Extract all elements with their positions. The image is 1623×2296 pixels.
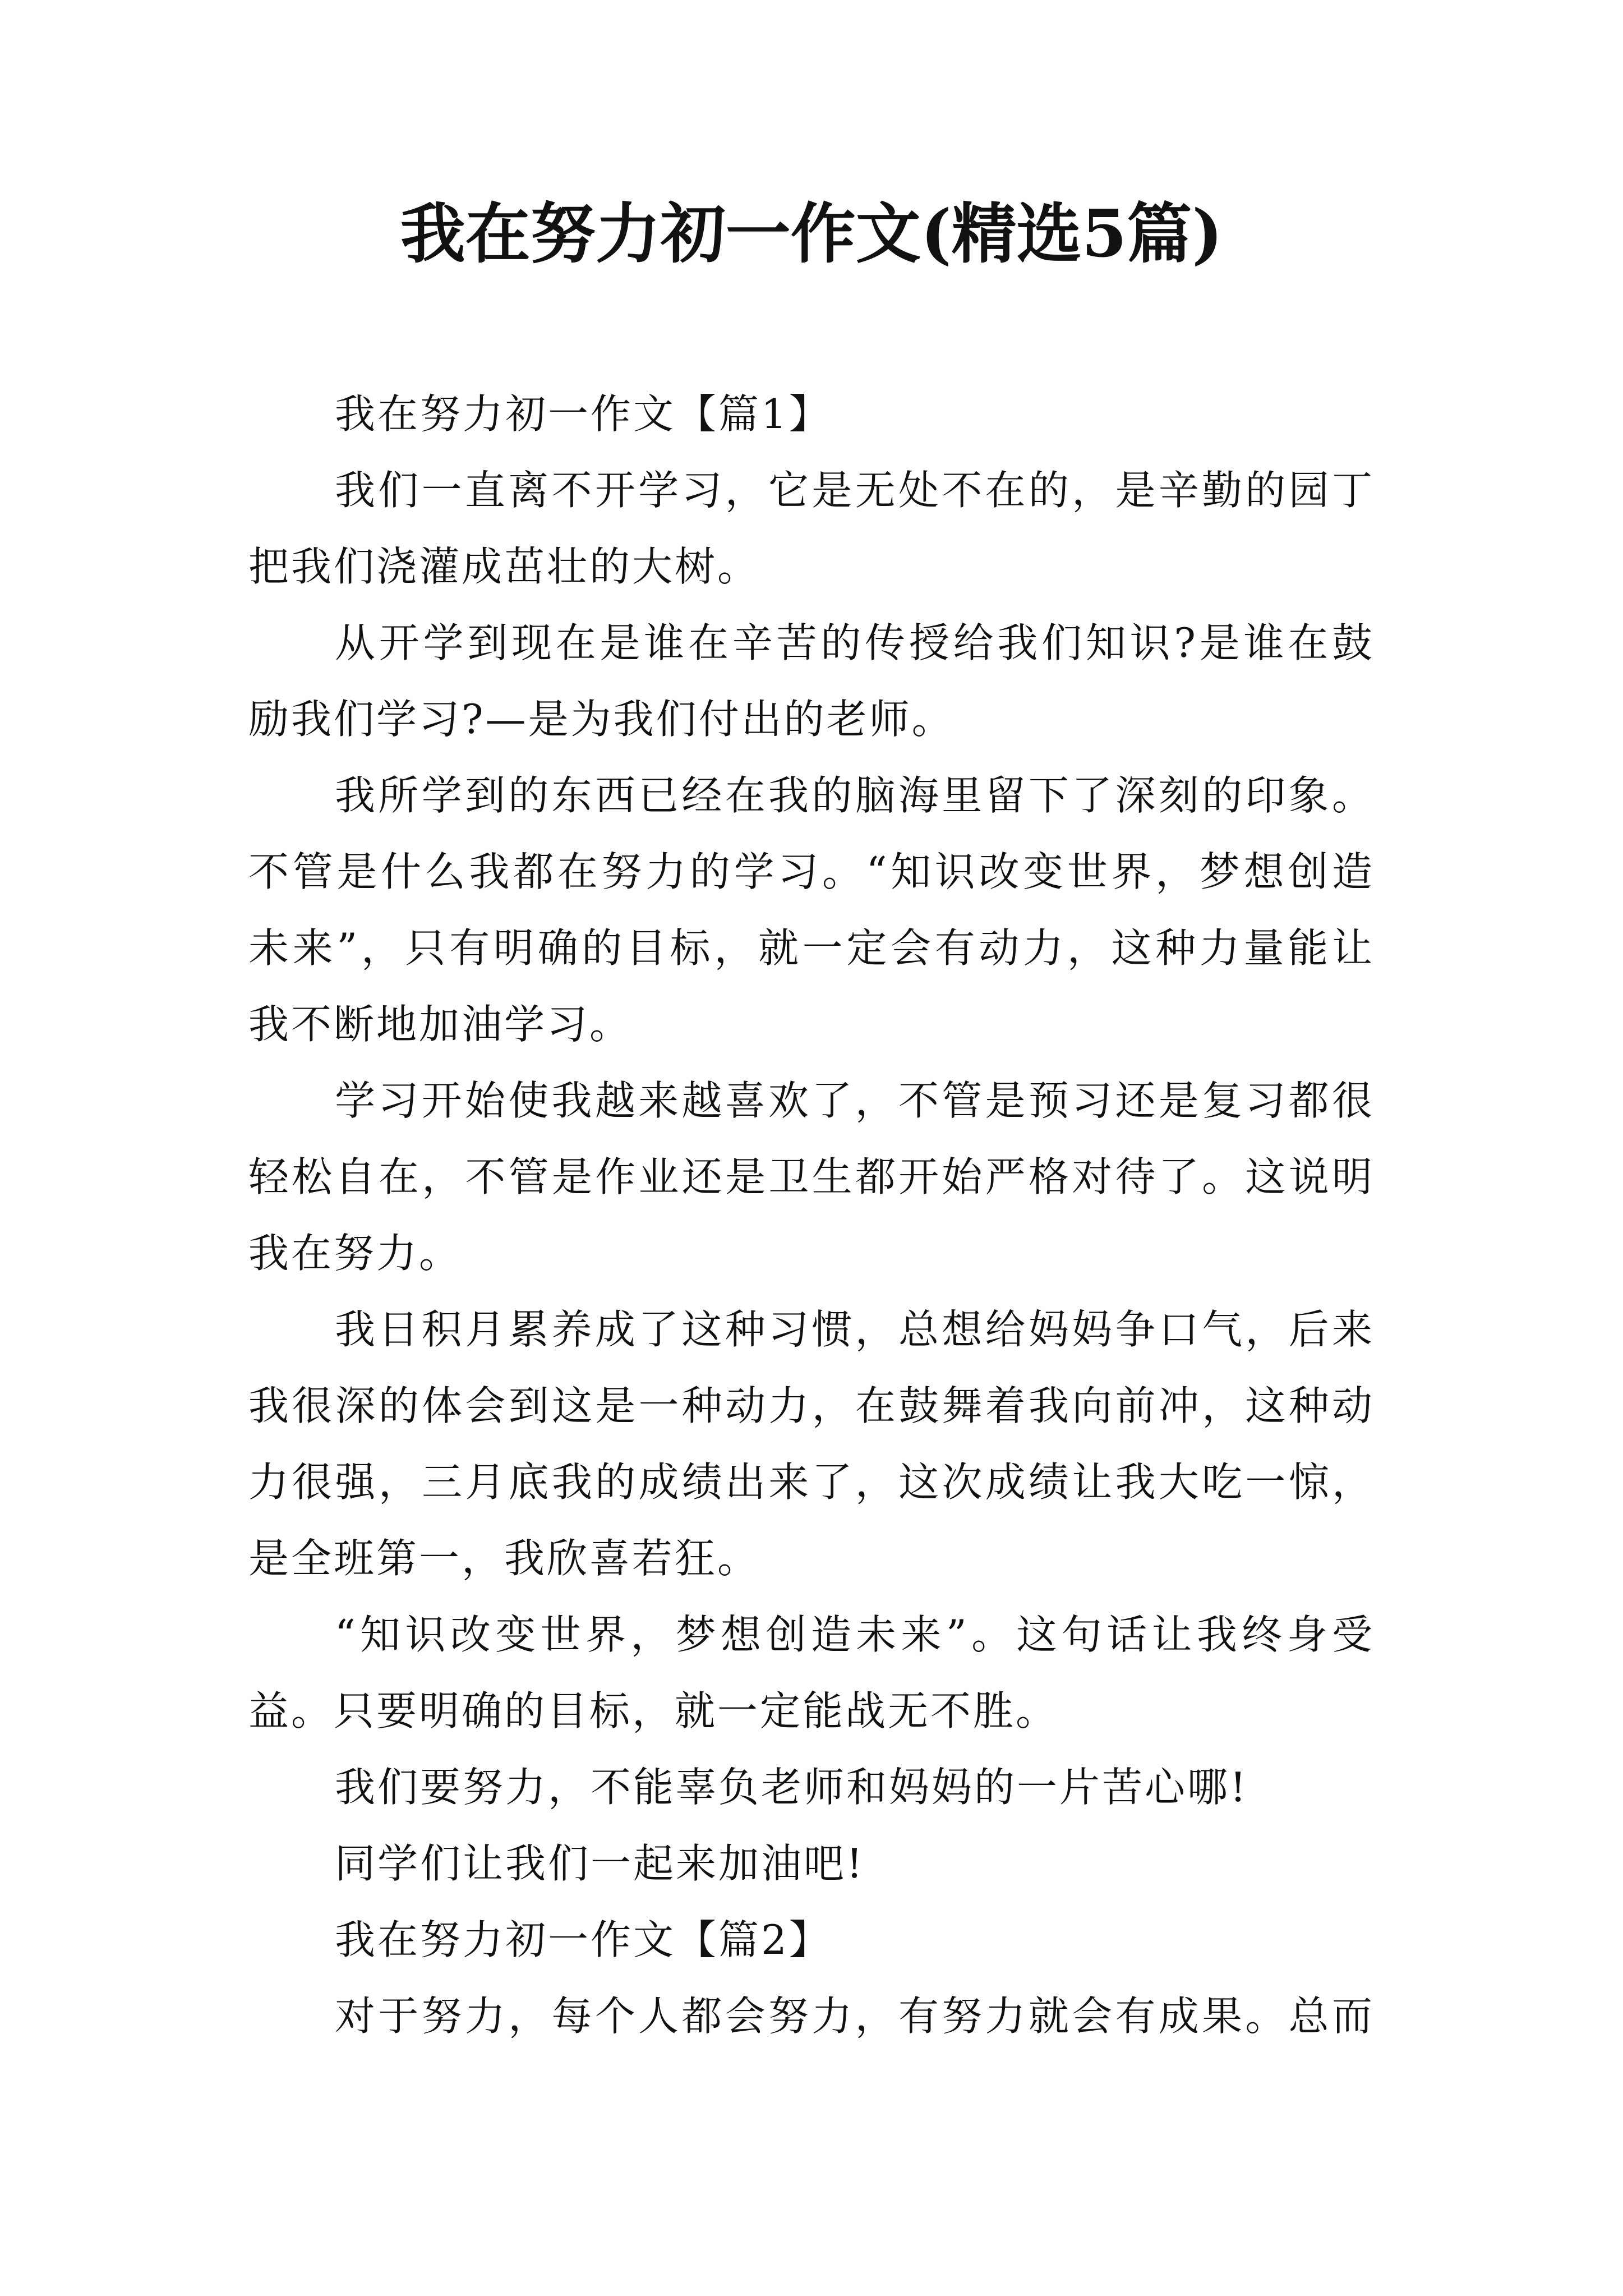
paragraph-line: 益。只要明确的目标，就一定能战无不胜。 <box>248 1687 1059 1734</box>
section-2 <box>248 1902 1375 2054</box>
paragraph-line: 力很强，三月底我的成绩出来了，这次成绩让我大吃一惊， <box>248 1458 1375 1506</box>
paragraph <box>248 452 1375 605</box>
paragraph-line: 是全班第一，我欣喜若狂。 <box>248 1535 760 1582</box>
paragraph <box>248 1062 1375 1291</box>
paragraph-line: 我不断地加油学习。 <box>248 1001 633 1048</box>
section-1 <box>248 376 1375 1902</box>
paragraph-line: 励我们学习?—是为我们付出的老师。 <box>248 696 955 743</box>
paragraph-line: 我日积月累养成了这种习惯，总想给妈妈争口气，后来 <box>335 1306 1375 1353</box>
paragraph <box>248 757 1375 1062</box>
paragraph <box>248 605 1375 757</box>
paragraph-line: 我们要努力，不能辜负老师和妈妈的一片苦心哪! <box>335 1764 1248 1811</box>
paragraph-line: 我们一直离不开学习，它是无处不在的，是辛勤的园丁 <box>335 467 1375 514</box>
paragraph-line: 对于努力，每个人都会努力，有努力就会有成果。总而 <box>335 1993 1375 2040</box>
section-heading: 我在努力初一作文【篇1】 <box>335 390 832 438</box>
paragraph-line: 未来”，只有明确的目标，就一定会有动力，这种力量能让 <box>248 924 1375 972</box>
paragraph-line: 学习开始使我越来越喜欢了，不管是预习还是复习都很 <box>335 1077 1375 1124</box>
paragraph-line: 从开学到现在是谁在辛苦的传授给我们知识?是谁在鼓 <box>335 619 1375 666</box>
paragraph <box>248 1596 1375 1749</box>
paragraph-line: “知识改变世界，梦想创造未来”。这句话让我终身受 <box>335 1611 1375 1658</box>
document-body <box>248 376 1375 2054</box>
paragraph-line: 我很深的体会到这是一种动力，在鼓舞着我向前冲，这种动 <box>248 1382 1375 1429</box>
paragraph <box>248 1825 1375 1902</box>
paragraph-line: 我在努力。 <box>248 1230 462 1277</box>
paragraph-line: 同学们让我们一起来加油吧! <box>335 1840 865 1887</box>
paragraph-line: 我所学到的东西已经在我的脑海里留下了深刻的印象。 <box>335 772 1375 819</box>
paragraph-line: 把我们浇灌成茁壮的大树。 <box>248 543 760 590</box>
paragraph <box>248 1978 1375 2054</box>
paragraph <box>248 1291 1375 1596</box>
paragraph <box>248 1749 1375 1825</box>
paragraph-line: 不管是什么我都在努力的学习。“知识改变世界，梦想创造 <box>248 848 1375 895</box>
section-heading: 我在努力初一作文【篇2】 <box>335 1916 832 1963</box>
document-title: 我在努力初一作文(精选5篇) <box>400 196 1223 272</box>
paragraph-line: 轻松自在，不管是作业还是卫生都开始严格对待了。这说明 <box>248 1153 1375 1200</box>
